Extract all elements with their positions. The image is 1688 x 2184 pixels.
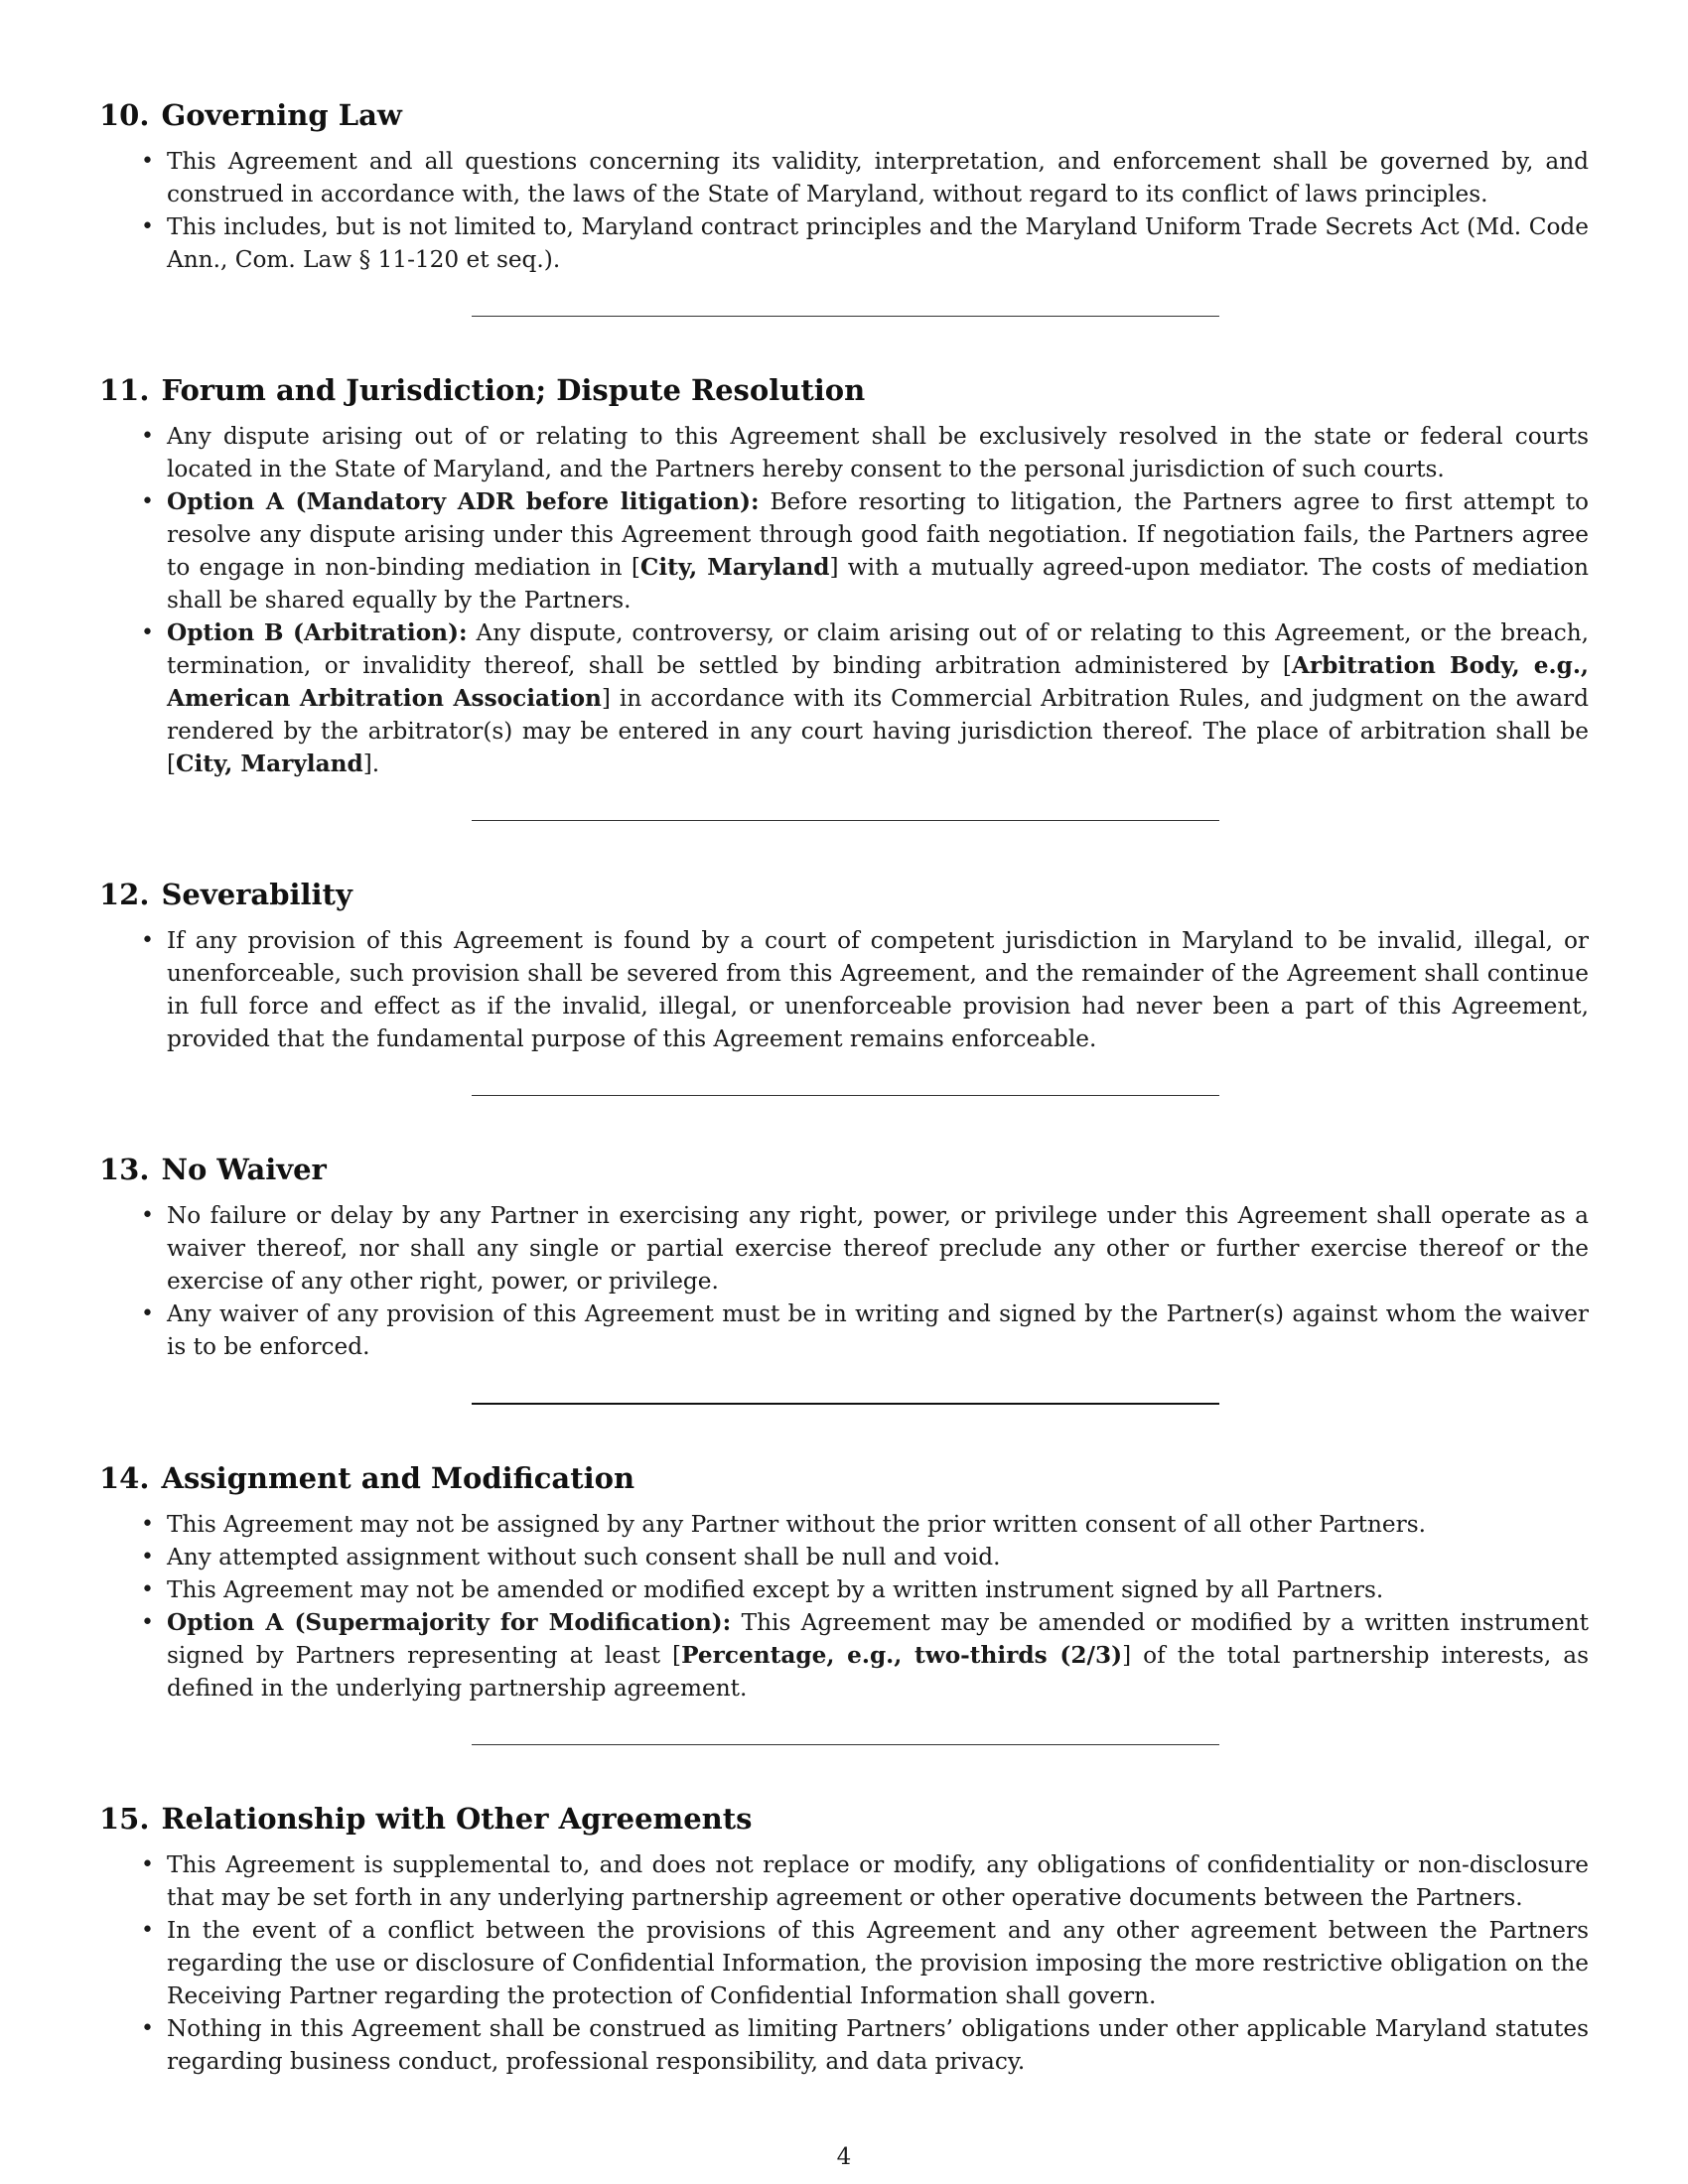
list-item: • If any provision of this Agreement is found by a court of competent jurisdiction in Maryland to be invalid, illegal, or unenforceable, such provision shall be severed from this Agreement, and the remainder of the Agreement shall continue in full force and effect as if the invalid, illegal, or unenforceable provision had never been a part of this Agreement, provided that the fundamental purpose of this Agreement remains enforceable.	[99, 924, 1589, 1055]
section-heading	[99, 370, 1589, 410]
section-title: Severability	[161, 878, 352, 911]
bullet-icon: •	[141, 489, 154, 514]
placeholder-field: Arbitration Body, e.g., American Arbitration Association	[167, 652, 1589, 712]
list-item: • Nothing in this Agreement shall be construed as limiting Partners’ obligations under other applicable Maryland statutes regarding business conduct, professional responsibility, and data privacy.	[99, 2012, 1589, 2078]
list-item: • No failure or delay by any Partner in exercising any right, power, or privilege under this Agreement shall operate as a waiver thereof, nor shall any single or partial exercise thereof preclude any other or further exercise thereof or the exercise of any other right, power, or privilege.	[99, 1199, 1589, 1297]
bullet-icon: •	[141, 620, 154, 645]
bullet-list	[99, 1508, 1589, 1705]
section-title: Forum and Jurisdiction; Dispute Resolution	[161, 373, 866, 407]
section-governing-law	[99, 95, 1589, 276]
bullet-icon: •	[141, 214, 154, 239]
bullet-icon: •	[141, 1545, 154, 1570]
section-divider	[472, 316, 1219, 317]
section-divider	[472, 1744, 1219, 1745]
bullet-icon: •	[141, 2016, 154, 2041]
section-relationship-other-agreements	[99, 1799, 1589, 2078]
bullet-icon: •	[141, 1301, 154, 1326]
document-page	[99, 95, 1589, 2078]
option-label: Option B (Arbitration):	[167, 619, 468, 646]
bullet-list	[99, 924, 1589, 1055]
option-label: Option A (Mandatory ADR before litigation):	[167, 488, 760, 515]
section-number: 14.	[99, 1461, 150, 1495]
section-forum-jurisdiction	[99, 370, 1589, 780]
placeholder-field: City, Maryland	[176, 751, 363, 777]
list-item: • This Agreement and all questions concerning its validity, interpretation, and enforcement shall be governed by, and construed in accordance with, the laws of the State of Maryland, without regard to its conflict of laws principles.	[99, 145, 1589, 210]
bullet-list	[99, 145, 1589, 276]
section-severability	[99, 875, 1589, 1055]
section-assignment-modification	[99, 1458, 1589, 1705]
list-item: • In the event of a conflict between the provisions of this Agreement and any other agreement between the Partners regarding the use or disclosure of Confidential Information, the provision imposing the more restrictive obligation on the Receiving Partner regarding the protection of Confidential Information shall govern.	[99, 1914, 1589, 2012]
section-heading	[99, 875, 1589, 914]
section-number: 15.	[99, 1802, 150, 1836]
placeholder-field: City, Maryland	[639, 554, 830, 581]
section-divider	[472, 1095, 1219, 1096]
bullet-icon: •	[141, 1610, 154, 1635]
section-number: 11.	[99, 373, 150, 407]
section-heading	[99, 1799, 1589, 1839]
bullet-icon: •	[141, 424, 154, 449]
list-item: • This Agreement may not be assigned by any Partner without the prior written consent of all other Partners.	[99, 1508, 1589, 1541]
page-number: 4	[836, 2144, 852, 2170]
section-number: 13.	[99, 1153, 150, 1186]
option-label: Option A (Supermajority for Modification):	[167, 1609, 732, 1636]
bullet-icon: •	[141, 149, 154, 174]
list-item: • This includes, but is not limited to, Maryland contract principles and the Maryland Uniform Trade Secrets Act (Md. Code Ann., Com. Law § 11-120 et seq.).	[99, 210, 1589, 276]
section-title: No Waiver	[161, 1153, 327, 1186]
section-heading	[99, 1458, 1589, 1498]
list-item: • Option A (Supermajority for Modification): This Agreement may be amended or modified by a written instrument signed by Partners representing at least [Percentage, e.g., two-thirds (2/3)] of the total partnership interests, as defined in the underlying partnership agreement.	[99, 1606, 1589, 1705]
bullet-icon: •	[141, 1203, 154, 1228]
section-number: 10.	[99, 98, 150, 132]
list-item: • Any waiver of any provision of this Agreement must be in writing and signed by the Partner(s) against whom the waiver is to be enforced.	[99, 1297, 1589, 1363]
section-divider	[472, 1403, 1219, 1405]
bullet-list	[99, 1199, 1589, 1363]
section-title: Assignment and Modification	[161, 1461, 635, 1495]
placeholder-field: Percentage, e.g., two-thirds (2/3)	[681, 1642, 1123, 1669]
list-item: • Any attempted assignment without such consent shall be null and void.	[99, 1541, 1589, 1573]
bullet-list	[99, 420, 1589, 780]
list-item: • Option A (Mandatory ADR before litigation): Before resorting to litigation, the Partners agree to first attempt to resolve any dispute arising under this Agreement through good faith negotiation. If negotiation fails, the Partners agree to engage in non-binding mediation in [City, Maryland] with a mutually agreed-upon mediator. The costs of mediation shall be shared equally by the Partners.	[99, 485, 1589, 616]
list-item: • This Agreement may not be amended or modified except by a written instrument signed by all Partners.	[99, 1573, 1589, 1606]
bullet-icon: •	[141, 1577, 154, 1602]
bullet-list	[99, 1848, 1589, 2078]
section-divider	[472, 820, 1219, 821]
section-title: Governing Law	[161, 98, 402, 132]
list-item: • Option B (Arbitration): Any dispute, controversy, or claim arising out of or relating to this Agreement, or the breach, termination, or invalidity thereof, shall be settled by binding arbitration administered by [Arbitration Body, e.g., American Arbitration Association] in accordance with its Commercial Arbitration Rules, and judgment on the award rendered by the arbitrator(s) may be entered in any court having jurisdiction thereof. The place of arbitration shall be [City, Maryland].	[99, 616, 1589, 780]
bullet-icon: •	[141, 1512, 154, 1537]
section-heading	[99, 95, 1589, 135]
bullet-icon: •	[141, 1918, 154, 1943]
section-heading	[99, 1150, 1589, 1189]
list-item: • This Agreement is supplemental to, and does not replace or modify, any obligations of confidentiality or non-disclosure that may be set forth in any underlying partnership agreement or other operative documents between the Partners.	[99, 1848, 1589, 1914]
section-title: Relationship with Other Agreements	[161, 1802, 753, 1836]
section-no-waiver	[99, 1150, 1589, 1363]
section-number: 12.	[99, 878, 150, 911]
bullet-icon: •	[141, 928, 154, 953]
bullet-icon: •	[141, 1852, 154, 1877]
list-item: • Any dispute arising out of or relating to this Agreement shall be exclusively resolved in the state or federal courts located in the State of Maryland, and the Partners hereby consent to the personal jurisdiction of such courts.	[99, 420, 1589, 485]
